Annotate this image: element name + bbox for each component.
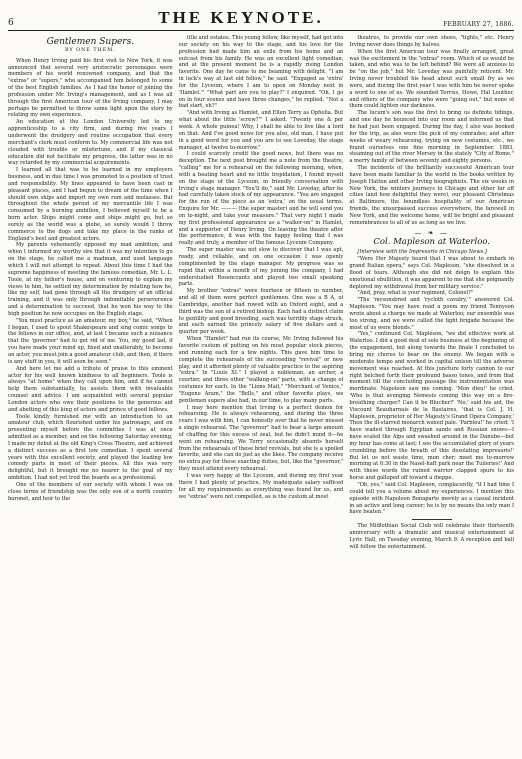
paragraph: When "Hamlet" had run its course, Mr. Irving followed his favorite custom of putting on his most popular stock pieces, and running each for a few nights. This gave him time to complete the rehearsals of the succeeding "revival" or new play, and it afforded plenty of valuable practice to the aspiring "extra." In "Louis XI." I played a nobleman, an archer, a courtier, and three other "walking-on" parts, with a change of costumes for each. In the "Lions Mail," "Merchant of Venice," "Eugene Aram," the "Bells," and other favorite plays, we gentlemen supers also had, in our time, to play many parts. xyxy=(178,336,344,404)
paragraph: The Midlothian Social Club will celebrate their thirteenth anniversary with a dramatic and musical entertainment at Lyric Hall, on Tuesday evening, March 9. A reception and ball will follow the entertainment. xyxy=(349,523,515,550)
paragraph: "The 'mysonsbred and 'rycloth cavalry,'" answered Col. Mapleson. "You may have read a poem my friend Tennyson wrote about a charge we made at Waterloo; our ensemble was too strong, and we were called the light brigade because the most of us were blonds." xyxy=(349,297,515,331)
article-body xyxy=(8,58,173,503)
paragraph: My parents vehemently opposed my mad ambition, and when I informed my worthy sire that it was my intention to go on the stage, he called me a madman, and used language which I will not attempt to repeat. About this time I had the supreme happiness of meeting the famous comedian, Mr. L. L. Toole, at my father's house, and on venturing to explain my views to him, he settled my determination by relating how he, like my self, had gone through all the drudgery of an official training, and it was only through indomitable perseverence and a determination to succeed, that he won his way to the high position he now occupies on the English stage. xyxy=(8,242,173,317)
article-title: Gentlemen Supers. xyxy=(46,37,135,47)
paragraph: "Were Her Majesty heard that I was about to embark in grand Italian opera," says Col. Mapleson, "she dissolved in a flood of tears. Although she did not deign to explain this emotional ebullition, it was apparent to me that she poignantly deplored my withdrawal from her military service." xyxy=(349,256,515,290)
paragraph: title and estates. This young fellow, like myself, had got into our society on his way to the stage, and his love for the profession had made him an exile from his home and an outcast from his family. He was an excellent light comedian, and at the present moment he is a rapidly rising London favorite. One day he came to me beaming with delight. "I am in luck's way at last old fellow," he said. "Engaged as 'extra' for the Lyceum, where I am to open on Monday next in 'Hamlet.'" "What part are you to play?" I enquired. "Oh, I go on in four scenes and have three changes," he replied. "Not a bad start, eh?" xyxy=(178,35,344,110)
paragraph: I learned all that was to be learned in my employers business, and in due time I was promoted to a position of trust and responsibility. My lines appeared to have been cast in pleasant places, and I had begun to dream of the time when I should own ships and import my own rum and molasses. But throughout the whole period of my mercantile life I was consumed by a burning ambition, I believed myself to be a born actor. Ships might come and ships might go, but so surely as the world was a globe, so surely would I throw commerce to the dogs and take my place in the ranks of England's best and greatest actors. xyxy=(8,167,173,242)
paragraph: An education at the London University led to my apprenticeship to a city firm, and during five years I underwent the drudgery and routine occupation that every merchant's clerk must conform to. My commercial life was not clouded with trouble or misfortune, and if my classical education did not facilitate my progress, the latter was in no way retarded by my commercial acquirements. xyxy=(8,119,173,167)
masthead-rule xyxy=(8,30,514,31)
paragraph: The incidents of the brilliantly successful American tour have been made familiar to the world in the books written by Joseph Hatton and other Irving biographists. The six weeks in New York, the winters journeys to Chicago and other far off cities (and how delightful they were), our pleasant Christmas at Baltimore, the boundless hospitality of our American friends, the unsurpassed success everywhere, the farewell in New York, and the welcome home, will be bright and pleasant remembrances to all of us as long as we live. xyxy=(349,165,515,226)
paragraph: When the first American tour was finally arranged, great was the excitement in the "extras" room. Which of us would be taken, and who was to be left behind? We were all anxious to be "on the job," but Mr. Loveday was painfully reticent. Mr. Irving never troubled his head about such small fry as we were, and during the first year I was with him he never spoke a word to one of us. We sounded Terriss, Howe, Hal Louther, and others of the company who were "going out," but none of them could lighten our darkness. xyxy=(349,48,515,110)
masthead xyxy=(8,6,514,28)
paragraph: My brother "extras" were fourteen or fifteen in number, and all of them were perfect gentlemen. One was a B A, of Cambridge, another had rowed with an Oxford eight, and a third was the son of a retired bishop. Each had a distinct claim to gentility and good breeding, each was terribly stage struck, and each earned the princely salary of five dollars and a quarter per week. xyxy=(178,288,344,336)
ornament-divider: — ❧ — xyxy=(414,228,449,237)
paragraph: "Oh, yes," said Col. Mapleson, complacently, "if I had time I could tell you a volume about my experiences. I mention this episode with Napoleon Bonaparte merely as a casual incident in an active and long career; he is by no means the only man I have beaten." xyxy=(349,482,515,516)
paragraph: I may here mention that Irving is a perfect demon for rehearsing. He is always rehearsing, and during the three years I was with him, I can honestly aver that he never missed a single rehearsal. The "governor" had to bear a large amount of chaffing for this excess of zeal, but he didn't mind it—he went on rehearsing. We Terry occasionally absents herself from the rehearsals of these brief revivals, but she is a spoiled favorite, and she can do just as she likes. The company receive no extra pay for these exacting duties, but, like the "governor," they must attend every rehearsal. xyxy=(178,404,344,473)
paragraph: The lucum's son was the first to bring us definite tidings, and one day he bounced into our room and informed us that he had just been engaged. During the day, I also was booked for the trip, as also were the pick of my comrades; and after weeks of weary rehearsing, trying on new costumes, etc., we found ourselves one fine morning in September, 1883, steaming out of the river Mersey in the stately "City of Rome," a merry family of between seventy and eighty persons. xyxy=(349,110,515,165)
issue-date: FEBRUARY 27, 1886. xyxy=(443,21,514,28)
article-body xyxy=(349,256,514,516)
column-1 xyxy=(8,35,173,551)
paragraph: I could scarcely credit the good news, but there was no deception. The next post brought me a note from the theatre, "calling" me for a rehearsal on the following morning, when, with a beating heart and no little trepidation, I found myself on the stage of the Lyceum, in friendly conversation with Irving's stage manager. "You'll do," said Mr. Loveday, after he had carefully taken stock of my appearance. "You are engaged for the run of the piece as an 'extra,' on the usual terms. Enquire for Mr. ——— (the super master) and he will send you on to-night, and take your measure." That very night I made my first professional appearance as a "walker-on" in Hamlet, and a supporter of Henry Irving. On leaving the theatre after the performance, it was with the happy feeling that I was really and truly, a member of the famous Lyceum Company. xyxy=(178,151,344,247)
page-number: 6 xyxy=(8,18,14,28)
column-3 xyxy=(349,35,514,551)
newspaper-title: THE KEYNOTE. xyxy=(158,8,324,27)
paragraph: The super master was not slow to discover that I was apt, ready, and reliable, and on one occasion I was openly complimented by the stage manager. My progress was so rapid that within a month of my joining the company, I had understudied Rosencrantz and played two small speaking parts. xyxy=(178,247,344,288)
article-intro: [Interview with the Impresario in Chicago News.] xyxy=(357,249,487,256)
paragraph: "And with Irving as Hamlet, and Ellen Terry as Ophelia. But what about the little 'screw?'" I asked. "Twenty one & per week. A whole guinea! Why, I shall be able to live like a lord on that. And I've good news for you also, old man. I have put in a good word for you and you are to see Loveday, the stage manager, at twelve to-morrow." xyxy=(178,110,344,151)
article-body xyxy=(349,35,514,227)
column-2 xyxy=(179,35,344,551)
paragraph: When Henry Irving paid his first visit to New York, it was announced that several very aristocratic personages were members of his world renowned company, and that the "extras" or "supers," who accompanied him belonged to some of the best English families. As I had the honor of joining the profession under Mr. Irving's management, and as I was all through the first American tour of the Irving company, I may perhaps be permitted to throw some light upon the story by relating my own experience. xyxy=(8,57,173,119)
paragraph: theatres, to provide our own shoes, "tights," etc. Henry Irving never does things by halves. xyxy=(349,35,515,48)
article-body xyxy=(349,523,514,550)
article-title: Col. Mapleson at Waterloo. xyxy=(373,237,490,248)
paragraph: Toole kindly furnished me with an introduction to an amateur club, which flourished under his patronage, and on presenting myself before the committee I was at once admitted as a member, and on the following Saturday evening, I made my debut at the old King's Cross Theatre, and achieved a distinct success as a first low comedian. I spent several years with this excellent society, and played the leading low comedy parts in most of their pieces. All this was very delightful, but it brought me no nearer to the goal of my ambition. I had not yet trod the boards as a professional. xyxy=(8,413,173,482)
article-body xyxy=(179,35,344,500)
paragraph: I was very happy at the Lyceum, and during my first year there I had plenty of practice. My inadequate salary sufficed for all my requirements as everything was found for us, and we "extras" were not compelled, as is the custom at most xyxy=(178,473,344,500)
paragraph: "Yes," continued Col. Mapleson, "we did effective work at Waterloo. I did a good deal of solo business at the beginning of the engagement, but along towards the finale I concluded to bring my chorus to bear on the enemy. We began with a moderate tempo and worked in capital unison till the adverse movement was reached. At this juncture forty cannon to our right belched forth their profound basso tones, and from that moment till the concluding passage the instrumentation was inordinate. Napoleon saw me coming. 'Mon dieu!' he cried. 'Who is that avenging Nemesis coming this way on a fire-breathing charger? Can it be Blucher?' 'No,' said his aid, the Viscount Beauharnais de la Bastaires, 'that is Col. J. H. Mapleson, proprietor of Her Majesty's Grand Opera Company.' Then the ill-starred monarch waxed pale. 'Parbleu!' he cried; 'I have waded through Egyptian sands and Russian snows—I have scaled the Alps and swashed around in the Danube—but my hour has come at last; I see the accumulated glory of years crumbling before the breath of this desolating impresario!' But let us not waste time, mon cher; meet me to-morrow morning at 6:30 in the Nasel-haft park near the Tuileries!' And with these words the ruined warrior clapped spurs to his horse and galloped off toward a dieppe. xyxy=(349,331,515,482)
section-rule xyxy=(412,519,452,520)
paragraph: "And, pray, what is your regiment, Colonel?" xyxy=(357,290,474,297)
paragraph: And here let me add a tribute of praise to this eminent actor for his well known kindness to all beginners. Toole is always "at home" when they call upon him, and if he cannot help them substantially, he assists them with invaluable counsel and advice. I am acquainted with several popular London actors who owe their positions to the generous aid and abetting of this king of actors and prince of good fellows. xyxy=(8,365,173,413)
byline: BY ONE THEM. xyxy=(65,47,116,53)
columns xyxy=(8,35,514,551)
paragraph: One of the members of our society with whom I was on close terms of friendship was the only son of a north country baronet, and heir to the xyxy=(8,482,173,502)
paragraph: "You must practice as an amateur, my boy," he said, "When I began, I used to spout Shakespeare and sing comic songs to the fellows in our office, and, at last I became such a nuisance that the 'governor' had to get rid of me. You, my good lad, if you have made your mind up, fixed and unalterably, to become an actor, you must join a good amateur club, and then, if there is any stuff in you, it will soon be seen." xyxy=(8,317,173,365)
